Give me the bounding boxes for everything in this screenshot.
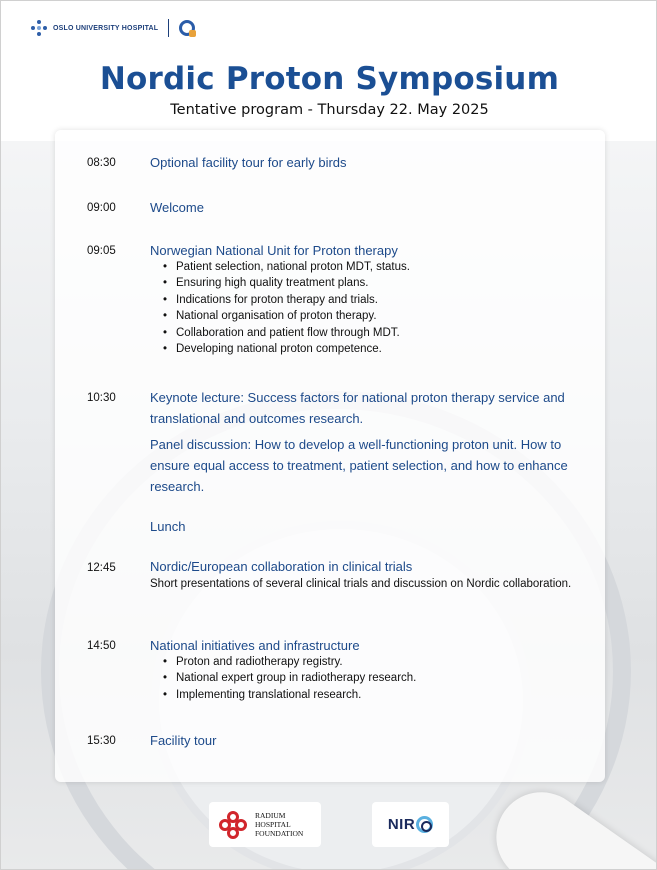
radium-hospital-foundation-logo [209, 802, 321, 847]
entry-title: Nordic/European collaboration in clinical trials [150, 559, 413, 574]
bullet-item: • Indications for proton therapy and trials. [163, 292, 583, 308]
ouh-dots-icon [31, 20, 47, 36]
entry-time: 15:30 [87, 735, 116, 747]
rhf-rings-icon [219, 811, 247, 839]
entry-title: Welcome [150, 200, 204, 215]
bullet-item: • Implementing translational research. [163, 687, 583, 703]
q-logo-icon [179, 20, 195, 36]
entry-title: Optional facility tour for early birds [150, 155, 347, 170]
hospital-name: OSLO UNIVERSITY HOSPITAL [53, 24, 159, 32]
panel-discussion: Panel discussion: How to develop a well-functioning proton unit. How to ensure equal access to treatment, patient selection, and how to enhance research. [150, 437, 568, 494]
rhf-line: FOUNDATION [255, 829, 304, 838]
entry-time: 09:05 [87, 245, 116, 257]
logo-divider [168, 19, 169, 37]
lunch-label: Lunch [150, 519, 186, 534]
program-card [55, 130, 605, 782]
entry-time: 12:45 [87, 562, 116, 574]
entry-description: Short presentations of several clinical trials and discussion on Nordic collaboration. [150, 578, 572, 590]
rhf-name [255, 811, 303, 838]
bullet-item: • Collaboration and patient flow through MDT. [163, 325, 583, 341]
entry-title: National initiatives and infrastructure [150, 638, 360, 653]
entry-time: 10:30 [87, 392, 116, 404]
rhf-line: HOSPITAL [255, 820, 291, 829]
page-subtitle: Tentative program - Thursday 22. May 2025 [170, 102, 489, 118]
entry-time: 09:00 [87, 202, 116, 214]
niro-text: NIR [387, 816, 416, 833]
bullet-item: • Patient selection, national proton MDT, status. [163, 259, 583, 275]
entry-title: Norwegian National Unit for Proton therapy [150, 243, 398, 258]
page-title: Nordic Proton Symposium [99, 61, 560, 97]
entry-title: Keynote lecture: Success factors for national proton therapy service and translational and outcomes research. [150, 390, 565, 426]
hospital-logo [31, 17, 195, 39]
bullet-item: • Proton and radiotherapy registry. [163, 654, 583, 670]
entry-title: Facility tour [150, 733, 217, 748]
bullet-list [163, 259, 583, 357]
bullet-item: • National expert group in radiotherapy research. [163, 670, 583, 686]
bullet-item: • Ensuring high quality treatment plans. [163, 275, 583, 291]
niro-o-icon [416, 816, 433, 833]
entry-time: 08:30 [87, 157, 116, 169]
bullet-list [163, 654, 583, 703]
niro-logo [372, 802, 449, 847]
bullet-item: • National organisation of proton therapy. [163, 308, 583, 324]
bullet-item: • Developing national proton competence. [163, 341, 583, 357]
rhf-line: RADIUM [255, 811, 286, 820]
entry-time: 14:50 [87, 640, 116, 652]
